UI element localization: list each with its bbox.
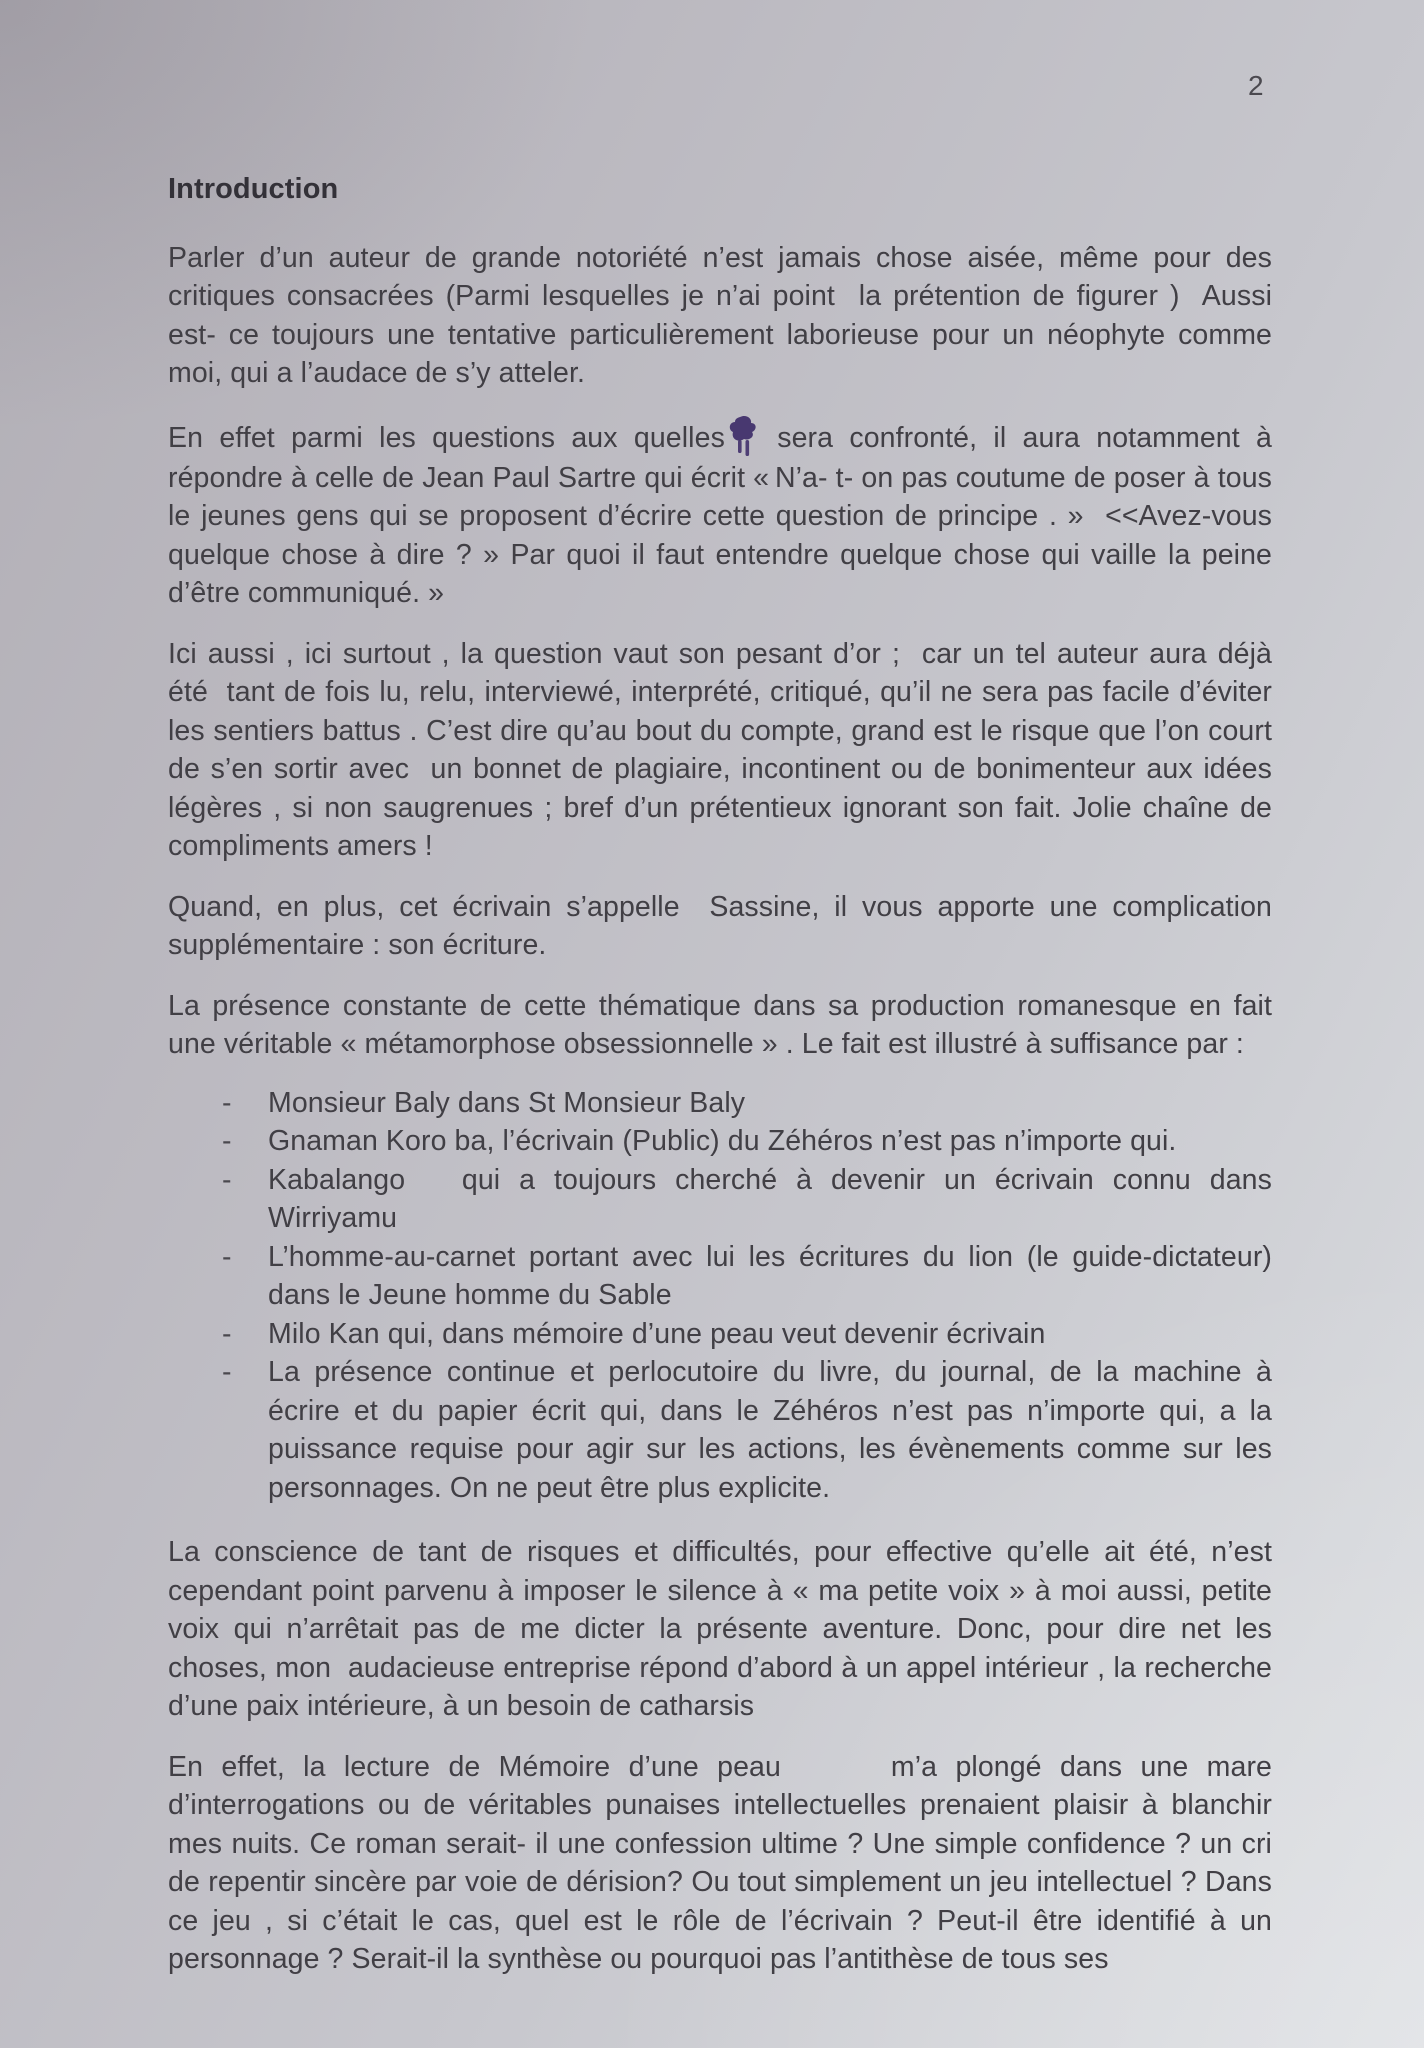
bullet-dash: - — [222, 1125, 232, 1157]
paragraph-4: Quand, en plus, cet écrivain s’appelle Sassine, il vous apporte une complication supplémentaire : son écriture. — [168, 890, 1272, 961]
list-item — [168, 1161, 1272, 1238]
list-item — [168, 1084, 1272, 1123]
bullet-dash: - — [222, 1356, 232, 1388]
list-item — [168, 1315, 1272, 1354]
list-item-text: Kabalango qui a toujours cherché à devenir un écrivain connu dans Wirriyamu — [268, 1163, 1272, 1234]
list-item — [168, 1353, 1272, 1507]
paragraph-2-text-before: En effet parmi les questions aux quelles — [168, 421, 725, 454]
section-heading: Introduction — [168, 173, 339, 205]
list-item-text: L’homme-au-carnet portant avec lui les écritures du lion (le guide-dictateur) dans le Jeune homme du Sable — [268, 1240, 1272, 1311]
paragraph-2-text-after: sera confronté, il aura notamment à répondre à celle de Jean Paul Sartre qui écrit « N’a- t- on pas coutume de poser à tous le jeunes gens qui se proposent d’écrire cette question de principe . » <<Avez-vous quelque chose à dire ? » Par quoi il faut entendre quelque chose qui vaille la peine d’être communiqué. » — [168, 421, 1272, 609]
paragraph-1: Parler d’un auteur de grande notoriété n’est jamais chose aisée, même pour des critiques consacrées (Parmi lesquelles je n’ai point la prétention de figurer ) Aussi est- ce toujours une tentative particulièrement laborieuse pour un néophyte comme moi, qui a l’audace de s’y atteler. — [168, 241, 1272, 389]
paragraph-3: Ici aussi , ici surtout , la question vaut son pesant d’or ; car un tel auteur aura déjà été tant de fois lu, relu, interviewé, interprété, critiqué, qu’il ne sera pas facile d’éviter les sentiers battus . C’est dire qu’au bout du compte, grand est le risque que l’on court de s’en sortir avec un bonnet de plagiaire, incontinent ou de bonimenteur aux idées légères , si non saugrenues ; bref d’un prétentieux ignorant son fait. Jolie chaîne de compliments amers ! — [168, 637, 1272, 862]
list-item-text: La présence continue et perlocutoire du livre, du journal, de la machine à écrire et du papier écrit qui, dans le Zéhéros n’est pas n’importe qui, a la puissance requise pour agir sur les actions, les évènements comme sur les personnages. On ne peut être plus explicite. — [268, 1356, 1272, 1504]
list-item — [168, 1122, 1272, 1161]
list-item-text: Milo Kan qui, dans mémoire d’une peau veut devenir écrivain — [268, 1317, 1046, 1350]
paragraph-7: En effet, la lecture de Mémoire d’une peau m’a plongé dans une mare d’interrogations ou de véritables punaises intellectuelles prenaient plaisir à blanchir mes nuits. Ce roman serait- il une confession ultime ? Une simple confidence ? un cri de repentir sincère par voie de dérision? Ou tout simplement un jeu intellectuel ? Dans ce jeu , si c’était le cas, quel est le rôle de l’écrivain ? Peut-il être identifié à un personnage ? Serait-il la synthèse ou pourquoi pas l’antithèse de tous ses — [168, 1750, 1272, 1975]
book-list — [168, 1084, 1272, 1508]
paragraph-2 — [168, 415, 1272, 613]
ink-blot-mark — [727, 415, 759, 459]
bullet-dash: - — [222, 1240, 232, 1273]
paragraph-6: La conscience de tant de risques et difficultés, pour effective qu’elle ait été, n’est cependant point parvenu à imposer le silence à « ma petite voix » à moi aussi, petite voix qui n’arrêtait pas de me dicter la présente aventure. Donc, pour dire net les choses, mon audacieuse entreprise répond d’abord à un appel intérieur , la recherche d’une paix intérieure, à un besoin de catharsis — [168, 1536, 1272, 1722]
bullet-dash: - — [222, 1163, 232, 1196]
list-item — [168, 1238, 1272, 1315]
page-number: 2 — [1248, 70, 1265, 101]
bullet-dash: - — [222, 1086, 232, 1119]
paragraph-5: La présence constante de cette thématique dans sa production romanesque en fait une véritable « métamorphose obsessionnelle » . Le fait est illustré à suffisance par : — [168, 989, 1272, 1060]
list-item-text: Monsieur Baly dans St Monsieur Baly — [268, 1086, 746, 1119]
list-item-text: Gnaman Koro ba, l’écrivain (Public) du Zéhéros n’est pas n’importe qui. — [268, 1125, 1177, 1157]
document-body — [168, 0, 1272, 2001]
bullet-dash: - — [222, 1317, 232, 1350]
